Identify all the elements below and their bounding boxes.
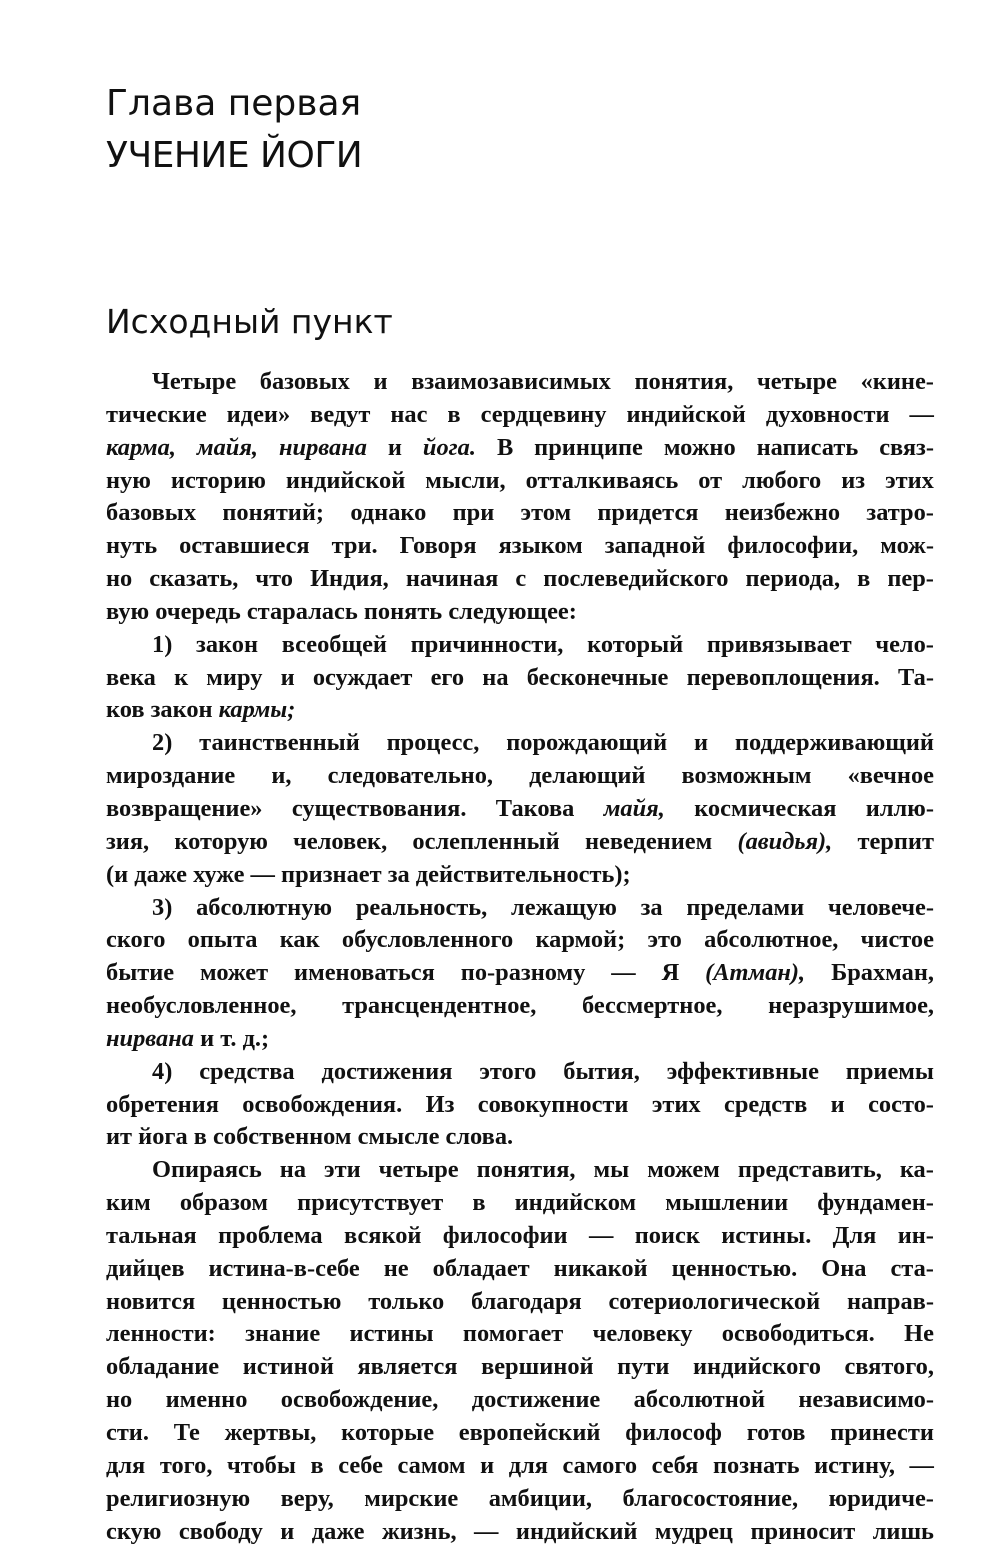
text-line: обретения освобождения. Из совокупности этих средств и состо- (106, 1090, 934, 1118)
text-line: вую очередь старалась понять следующее: (106, 597, 577, 625)
text-line: новится ценностью только благодаря сотериологической направ- (106, 1287, 934, 1315)
text-line: бытие может именоваться по-разному — Я (Атман), Брахман, (106, 959, 934, 987)
chapter-title: УЧЕНИЕ ЙОГИ (106, 135, 363, 176)
text-line: нуть оставшиеся три. Говоря языком западной философии, мож- (106, 532, 934, 560)
text-line: возвращение» существования. Такова майя, космическая иллю- (106, 794, 934, 822)
section-title: Исходный пункт (106, 302, 393, 341)
text-line: скую свободу и даже жизнь, — индийский мудрец приносит лишь (106, 1517, 934, 1545)
text-line: ную историю индийской мысли, отталкиваясь от любого из этих (106, 466, 934, 494)
text-line: сти. Те жертвы, которые европейский философ готов принести (106, 1419, 934, 1446)
text-line: ит йога в собственном смысле слова. (106, 1123, 514, 1151)
text-line: (и даже хуже — признает за действительность); (106, 860, 631, 888)
text-line: 1) закон всеобщей причинности, который привязывает чело- (152, 630, 934, 658)
text-line: века к миру и осуждает его на бесконечные перевоплощения. Та- (106, 663, 934, 691)
text-line: обладание истиной является вершиной пути индийского святого, (106, 1353, 934, 1381)
text-line: ким образом присутствует в индийском мышлении фундамен- (106, 1189, 934, 1217)
text-line: ков закон кармы; (106, 696, 296, 724)
text-line: но именно освобождение, достижение абсолютной независимо- (106, 1386, 934, 1414)
text-line: зия, которую человек, ослепленный неведением (авидья), терпит (106, 827, 934, 855)
body-text (106, 366, 934, 1548)
text-line: необусловленное, трансцендентное, бессмертное, неразрушимое, (106, 992, 934, 1020)
text-line: тальная проблема всякой философии — поиск истины. Для ин- (106, 1221, 934, 1249)
text-line: дийцев истина-в-себе не обладает никакой ценностью. Она ста- (106, 1254, 934, 1282)
text-line: карма, майя, нирвана и йога. В принципе можно написать связ- (106, 433, 934, 461)
text-line: для того, чтобы в себе самом и для самого себя познать истину, — (106, 1451, 934, 1479)
text-line: ленности: знание истины помогает человеку освободиться. Не (106, 1320, 934, 1348)
text-line: мироздание и, следовательно, делающий возможным «вечное (106, 762, 934, 790)
text-line: религиозную веру, мирские амбиции, благосостояние, юридиче- (106, 1484, 934, 1512)
text-line: 4) средства достижения этого бытия, эффективные приемы (152, 1057, 934, 1085)
text-line: Опираясь на эти четыре понятия, мы можем представить, ка- (152, 1156, 934, 1184)
text-line: 3) абсолютную реальность, лежащую за пределами человече- (152, 893, 934, 921)
text-line: нирвана и т. д.; (106, 1024, 270, 1052)
text-line: базовых понятий; однако при этом придется неизбежно затро- (106, 499, 934, 527)
text-line: ского опыта как обусловленного кармой; это абсолютное, чистое (106, 926, 934, 954)
text-line: 2) таинственный процесс, порождающий и поддерживающий (152, 729, 934, 757)
text-line: тические идеи» ведут нас в сердцевину индийской духовности — (106, 400, 934, 428)
chapter-label: Глава первая (106, 83, 362, 124)
text-line: но сказать, что Индия, начиная с послеведийского периода, в пер- (106, 565, 934, 593)
text-line: Четыре базовых и взаимозависимых понятия, четыре «кине- (152, 368, 934, 395)
